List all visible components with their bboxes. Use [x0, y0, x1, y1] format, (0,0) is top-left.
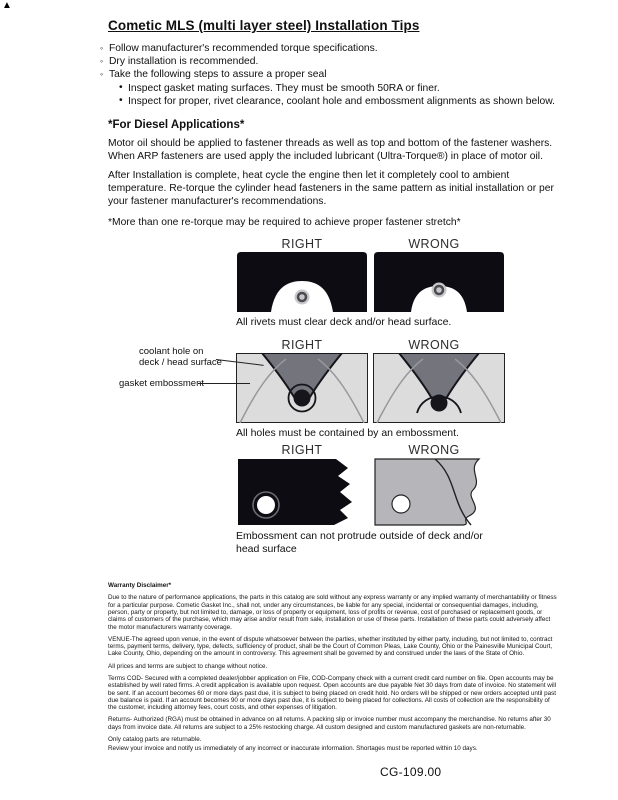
- tip-item: [100, 42, 563, 55]
- disclaimer-paragraph: Review your invoice and notify us immediately of any incorrect or inaccurate information. Shortages must be reported within 10 days.: [108, 745, 478, 753]
- figure-rivet-clearance: [236, 237, 505, 329]
- tip-item-text: Dry installation is recommended.: [109, 56, 259, 68]
- disclaimer-paragraph: All prices and terms are subject to change without notice.: [108, 662, 268, 670]
- embossment-wrong-image: [373, 353, 505, 423]
- warranty-disclaimer-heading: Warranty Disclaimer*: [108, 582, 172, 590]
- diesel-applications-heading: *For Diesel Applications*: [108, 119, 245, 132]
- coolant-hole-annotation-line1: coolant hole on: [139, 346, 204, 358]
- tip-item-text: Take the following steps to assure a proper seal: [109, 69, 327, 81]
- tip-item-text: Follow manufacturer's recommended torque specifications.: [109, 43, 378, 54]
- figure-labels: [236, 237, 505, 251]
- figure-images: [236, 252, 505, 312]
- wrong-label: WRONG: [408, 237, 460, 252]
- disclaimer-paragraph: Due to the nature of performance applications, the parts in this catalog are sold without any express warranty or any implied warranty of merchantability or fitness for a particular purpose. Cometic Gasket Inc., shall not, under any circumstances, be liable for any special, incidental or consequential damages, including, person, party or property, but not limited to, damage, or loss of property or equipment, loss of profits or revenue, cost of purchased or replacement goods, or claims of customers of the purchase, which may arise and/or result from sale, installation or use of these parts. Installation of these parts could adversely affect the motor manufacturers warranty coverage.: [108, 594, 557, 631]
- figure-embossment-protrusion: [236, 443, 505, 556]
- retorque-note: *More than one re-torque may be required to achieve proper fastener stretch*: [108, 217, 461, 229]
- protrusion-wrong-image: [373, 458, 505, 526]
- page-code: CG-109.00: [380, 764, 442, 779]
- disclaimer-paragraph: Terms COD- Secured with a completed dealer/jobber application on File, COD-Company check with a current credit card number on file. Open accounts may be established by well rated firms. A credit application is available upon request. Open accounts are due payable Net 30 days from date of invoice. No statement will be sent. If an account becomes 60 or more days past due, it is subject to being placed on credit hold. No orders will be shipped or new orders accepted until past due balance is paid. If an account becomes 90 or more days past due, it is subject to being placed for collections. All costs of collection are the responsibility of the customer, including attorney fees, court costs, and other expenses of litigation.: [108, 674, 557, 712]
- coolant-hole-annotation: [139, 346, 222, 368]
- figure-images: [236, 458, 505, 526]
- protrusion-right-image: [236, 458, 368, 526]
- wrong-label: WRONG: [408, 443, 460, 458]
- subtip-item: [119, 82, 563, 95]
- rivet-wrong-image: [373, 252, 505, 312]
- subtip-item: [119, 95, 563, 108]
- right-label: RIGHT: [281, 443, 323, 458]
- figure-caption: All rivets must clear deck and/or head surface.: [236, 316, 452, 329]
- disclaimer-paragraph: Returns- Authorized (RGA) must be obtained in advance on all returns. A packing slip or invoice number must accompany the merchandise. No returns after 30 days from invoice date. All returns are subject to a 25% restocking charge. All custom designed and custom manufactured gaskets are non-returnable.: [108, 716, 551, 731]
- annotation-pointer-line: [198, 383, 250, 384]
- disclaimer-paragraph: VENUE-The agreed upon venue, in the event of dispute whatsoever between the parties, whether instituted by either party, including, but not limited to, contract terms, payment terms, delivery, type, defects, sufficiency of product, shall be the Court of Common Pleas, Lake County, Ohio or the Painesville Municipal Court, Lake County, Ohio, depending on the amount in controversy. This agreement shall be governed by and construed under the laws of the State of Ohio.: [108, 635, 553, 658]
- diesel-paragraph-retorque: After Installation is complete, heat cycle the engine then let it completely cool to ambient temperature. Re-torque the cylinder head fasteners in the same pattern as initial installation or per your fastener manufacturer's recommendations.: [108, 170, 554, 208]
- page-content: [108, 18, 563, 779]
- figure-labels: [236, 338, 505, 352]
- subtip-item-text: Inspect for proper, rivet clearance, coolant hole and embossment alignments as shown below.: [128, 95, 555, 107]
- diesel-paragraph-oil: Motor oil should be applied to fastener threads as well as top and bottom of the fastener washers. When ARP fasteners are used apply the included lubricant (Ultra-Torque®) in place of motor oil.: [108, 138, 553, 163]
- right-label: RIGHT: [281, 237, 323, 252]
- figure-caption: Embossment can not protrude outside of deck and/or head surface: [236, 530, 483, 556]
- page-title: Cometic MLS (multi layer steel) Installation Tips: [108, 18, 420, 33]
- warranty-disclaimer: [108, 582, 558, 753]
- subtip-item-text: Inspect gasket mating surfaces. They must be smooth 50RA or finer.: [128, 82, 440, 94]
- tip-item: [100, 68, 563, 108]
- figure-labels: [236, 443, 505, 457]
- tip-item: [100, 55, 563, 68]
- right-label: RIGHT: [281, 338, 323, 353]
- coolant-hole-annotation-line2: deck / head surface: [139, 357, 222, 369]
- figure-hole-embossment: [119, 338, 505, 440]
- rivet-right-image: [236, 252, 368, 312]
- gasket-embossment-annotation: gasket embossment: [119, 378, 205, 390]
- wrong-label: WRONG: [408, 338, 460, 353]
- disclaimer-paragraph: Only catalog parts are returnable.: [108, 736, 202, 744]
- installation-tips-list: [100, 42, 563, 108]
- crop-mark-icon: ▲: [2, 0, 12, 11]
- figure-images: [236, 353, 505, 423]
- figure-caption: All holes must be contained by an embossment.: [236, 427, 459, 440]
- installation-subtips-list: [119, 82, 563, 108]
